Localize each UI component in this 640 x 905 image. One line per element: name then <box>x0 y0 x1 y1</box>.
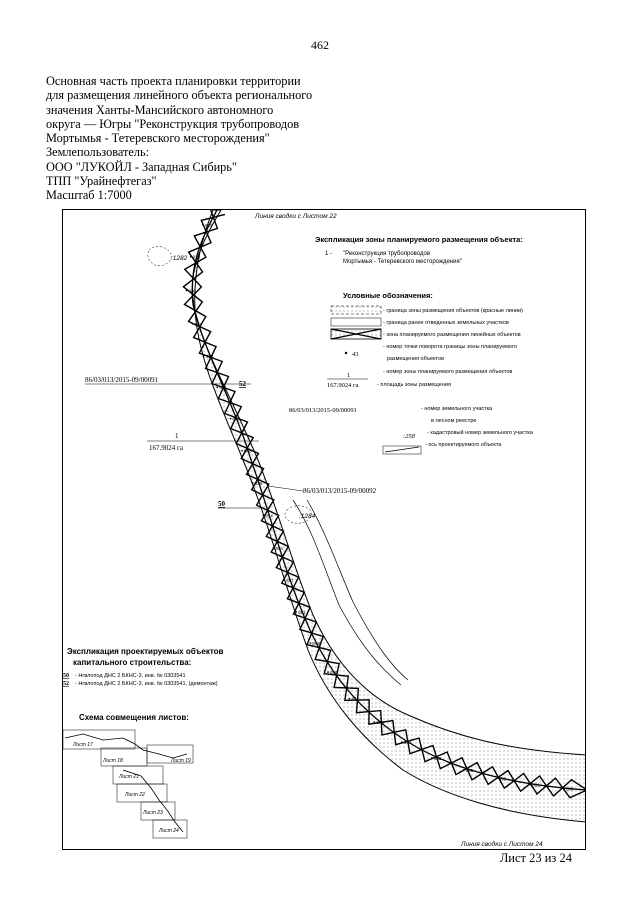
capital-item-text: - Нгвлопод ДНС 2 БКНС-3, инв. № 0303541, (демонтаж) <box>75 681 218 687</box>
turn-point-number: 895 <box>498 776 507 782</box>
zone-number-sample: 1 <box>347 372 351 379</box>
leader-line <box>268 486 303 491</box>
turn-point <box>230 418 232 420</box>
legend-item-number: 1 - <box>325 251 333 257</box>
zone-area-label: 167.9024 га <box>149 444 183 452</box>
turn-point <box>373 721 375 723</box>
cadastral-label-1284: :1284 <box>299 513 316 520</box>
turn-point <box>283 579 285 581</box>
turn-point-number: 867 <box>403 739 412 745</box>
symbol-text: - площадь зоны размещения <box>377 382 451 388</box>
symbol-text: - граница зоны размещения объектов (красные линии) <box>383 308 523 314</box>
turn-point <box>401 741 403 743</box>
turn-point-number: 881 <box>532 782 540 788</box>
parcel-label-2: 86/03/013/2015-09/00092 <box>303 487 377 495</box>
capital-construction-legend <box>63 647 224 687</box>
turn-point <box>463 769 465 771</box>
turn-point-number: 891 <box>219 385 227 391</box>
symbol-text: - номер земельного участка <box>421 406 493 412</box>
symbol-text: - зона планируемого размещения линейных объектов <box>383 332 521 338</box>
symbol-text: - граница ранее отведенных земельных участков <box>383 320 509 326</box>
symbols-title: Условные обозначения: <box>343 291 433 300</box>
bottom-junction-label: Линия сводки с Листом 24 <box>461 841 543 848</box>
header-line: Мортымья - Тетеревского месторождения" <box>46 131 270 146</box>
legend-item-text: Мортымья - Тетеревского месторождения" <box>343 259 462 265</box>
turn-point-number: 842 <box>351 696 359 702</box>
turn-point <box>273 547 275 549</box>
symbol-point <box>345 352 347 354</box>
capital-item-number: 52 <box>63 681 69 687</box>
scheme-sheet-label: Лист 22 <box>125 792 145 798</box>
scheme-route <box>65 734 187 832</box>
turn-point <box>563 788 565 790</box>
turn-point-number: 846 <box>330 670 338 676</box>
capital-legend-title: капитального строительства: <box>73 658 192 667</box>
symbol-allotted <box>331 318 381 326</box>
turn-point-number: 874 <box>265 513 273 519</box>
top-junction-label: Линия сводки с Листом 22 <box>255 213 337 220</box>
planning-map <box>63 210 586 850</box>
parcel-sample: 86/03/013/2015-09/00091 <box>289 407 357 414</box>
turn-point <box>252 482 254 484</box>
land-user-division: ТПП "Урайнефтегаз" <box>46 174 157 189</box>
turn-point <box>186 290 188 292</box>
turn-point-number: 896 <box>465 767 474 773</box>
turn-point <box>190 256 192 258</box>
header-line: для размещения линейного объекта регионального <box>46 88 313 103</box>
turn-point-number: 880 <box>232 416 240 422</box>
turn-point <box>203 355 205 357</box>
point-sample: 43 <box>352 351 359 358</box>
sheet-number: Лист 23 из 24 <box>499 851 572 865</box>
turn-point-number: 857 <box>286 578 294 584</box>
scheme-sheet-label: Лист 23 <box>143 810 163 816</box>
header-line: значения Ханты-Мансийского автономного <box>46 102 274 117</box>
symbol-text: - кадастровый номер земельного участка <box>427 430 533 436</box>
turn-point <box>295 611 297 613</box>
turn-point-number: 886 <box>566 786 574 792</box>
zone-explication-legend <box>289 235 534 454</box>
zone-number-label: 1 <box>175 432 179 440</box>
scheme-sheet-label: Лист 21 <box>119 774 139 780</box>
symbol-text: в лесном реестре <box>431 418 477 424</box>
turn-point-number: 924 <box>206 353 214 359</box>
parcel-1282-outline <box>148 247 171 266</box>
header-line: округа — Югры "Реконструкция трубопроводов <box>46 116 300 131</box>
legend-item-text: "Реконструкция трубопроводов <box>343 251 431 257</box>
corridor-fill <box>192 210 586 822</box>
allotted-strip-boundary <box>293 500 408 685</box>
turn-point-number: 868 <box>244 448 252 454</box>
scheme-sheet-label: Лист 18 <box>103 758 123 764</box>
turn-point-number: 849 <box>312 641 320 647</box>
cadastral-label-1282: :1282 <box>171 255 188 262</box>
parcel-2-object-number: 50 <box>218 500 225 508</box>
symbol-text: - ось проектируемого объекта <box>425 442 502 448</box>
cadastral-sample: :258 <box>403 433 415 440</box>
document-header <box>46 74 346 203</box>
symbol-text: размещения объектов <box>387 356 444 362</box>
turn-point-number: 940 <box>188 288 196 294</box>
scheme-sheet-label: Лист 19 <box>171 758 191 764</box>
turn-point <box>529 784 531 786</box>
symbol-red-line <box>331 306 381 314</box>
turn-point <box>431 757 433 759</box>
turn-point <box>327 671 329 673</box>
turn-point <box>241 450 243 452</box>
turn-point-number: 851 <box>298 610 306 616</box>
turn-point-number: 915 <box>205 223 213 229</box>
land-user-company: ООО "ЛУКОЙЛ - Западная Сибирь" <box>46 159 237 174</box>
turn-point <box>349 698 351 700</box>
turn-point <box>262 515 264 517</box>
land-user-label: Землепользователь: <box>46 145 150 160</box>
turn-point-number: 848 <box>376 719 384 725</box>
turn-point <box>217 386 219 388</box>
turn-point-number: 912 <box>192 254 201 260</box>
parcel-1-object-number: 52 <box>239 380 246 388</box>
sheet-combination-scheme <box>63 713 193 838</box>
turn-point <box>310 642 312 644</box>
page-number: 462 <box>311 38 329 52</box>
symbol-text: - номер точки поворота границы зоны планируемого <box>383 344 517 350</box>
capital-item-text: - Нгвлопод ДНС 2 БКНС-3, инв. № 0303541 <box>75 673 186 679</box>
turn-point-number: 864 <box>275 545 283 551</box>
header-line: Основная часть проекта планировки территории <box>46 74 301 88</box>
capital-item-number: 50 <box>63 673 69 679</box>
scheme-sheet-label: Лист 17 <box>73 742 93 748</box>
turn-point <box>202 224 204 226</box>
capital-legend-title: Экспликация проектируемых объектов <box>67 647 224 656</box>
parcel-label-1: 86/03/013/2015-09/00091 <box>85 376 159 384</box>
turn-point-number: 889 <box>254 480 263 486</box>
area-sample: 167.9024 га <box>327 382 359 389</box>
scheme-sheet-label: Лист 24 <box>159 828 179 834</box>
turn-point-number: 897 <box>194 321 203 327</box>
map-frame <box>62 209 586 850</box>
map-scale: Масштаб 1:7000 <box>46 188 132 203</box>
scheme-title: Схема совмещения листов: <box>79 713 189 722</box>
turn-point-number: 892 <box>433 755 442 761</box>
turn-point <box>192 323 194 325</box>
legend-title: Экспликация зоны планируемого размещения объекта: <box>315 235 523 244</box>
turn-point <box>496 778 498 780</box>
symbol-axis <box>385 447 419 452</box>
symbol-text: - номер зоны планируемого размещения объектов <box>383 369 513 375</box>
